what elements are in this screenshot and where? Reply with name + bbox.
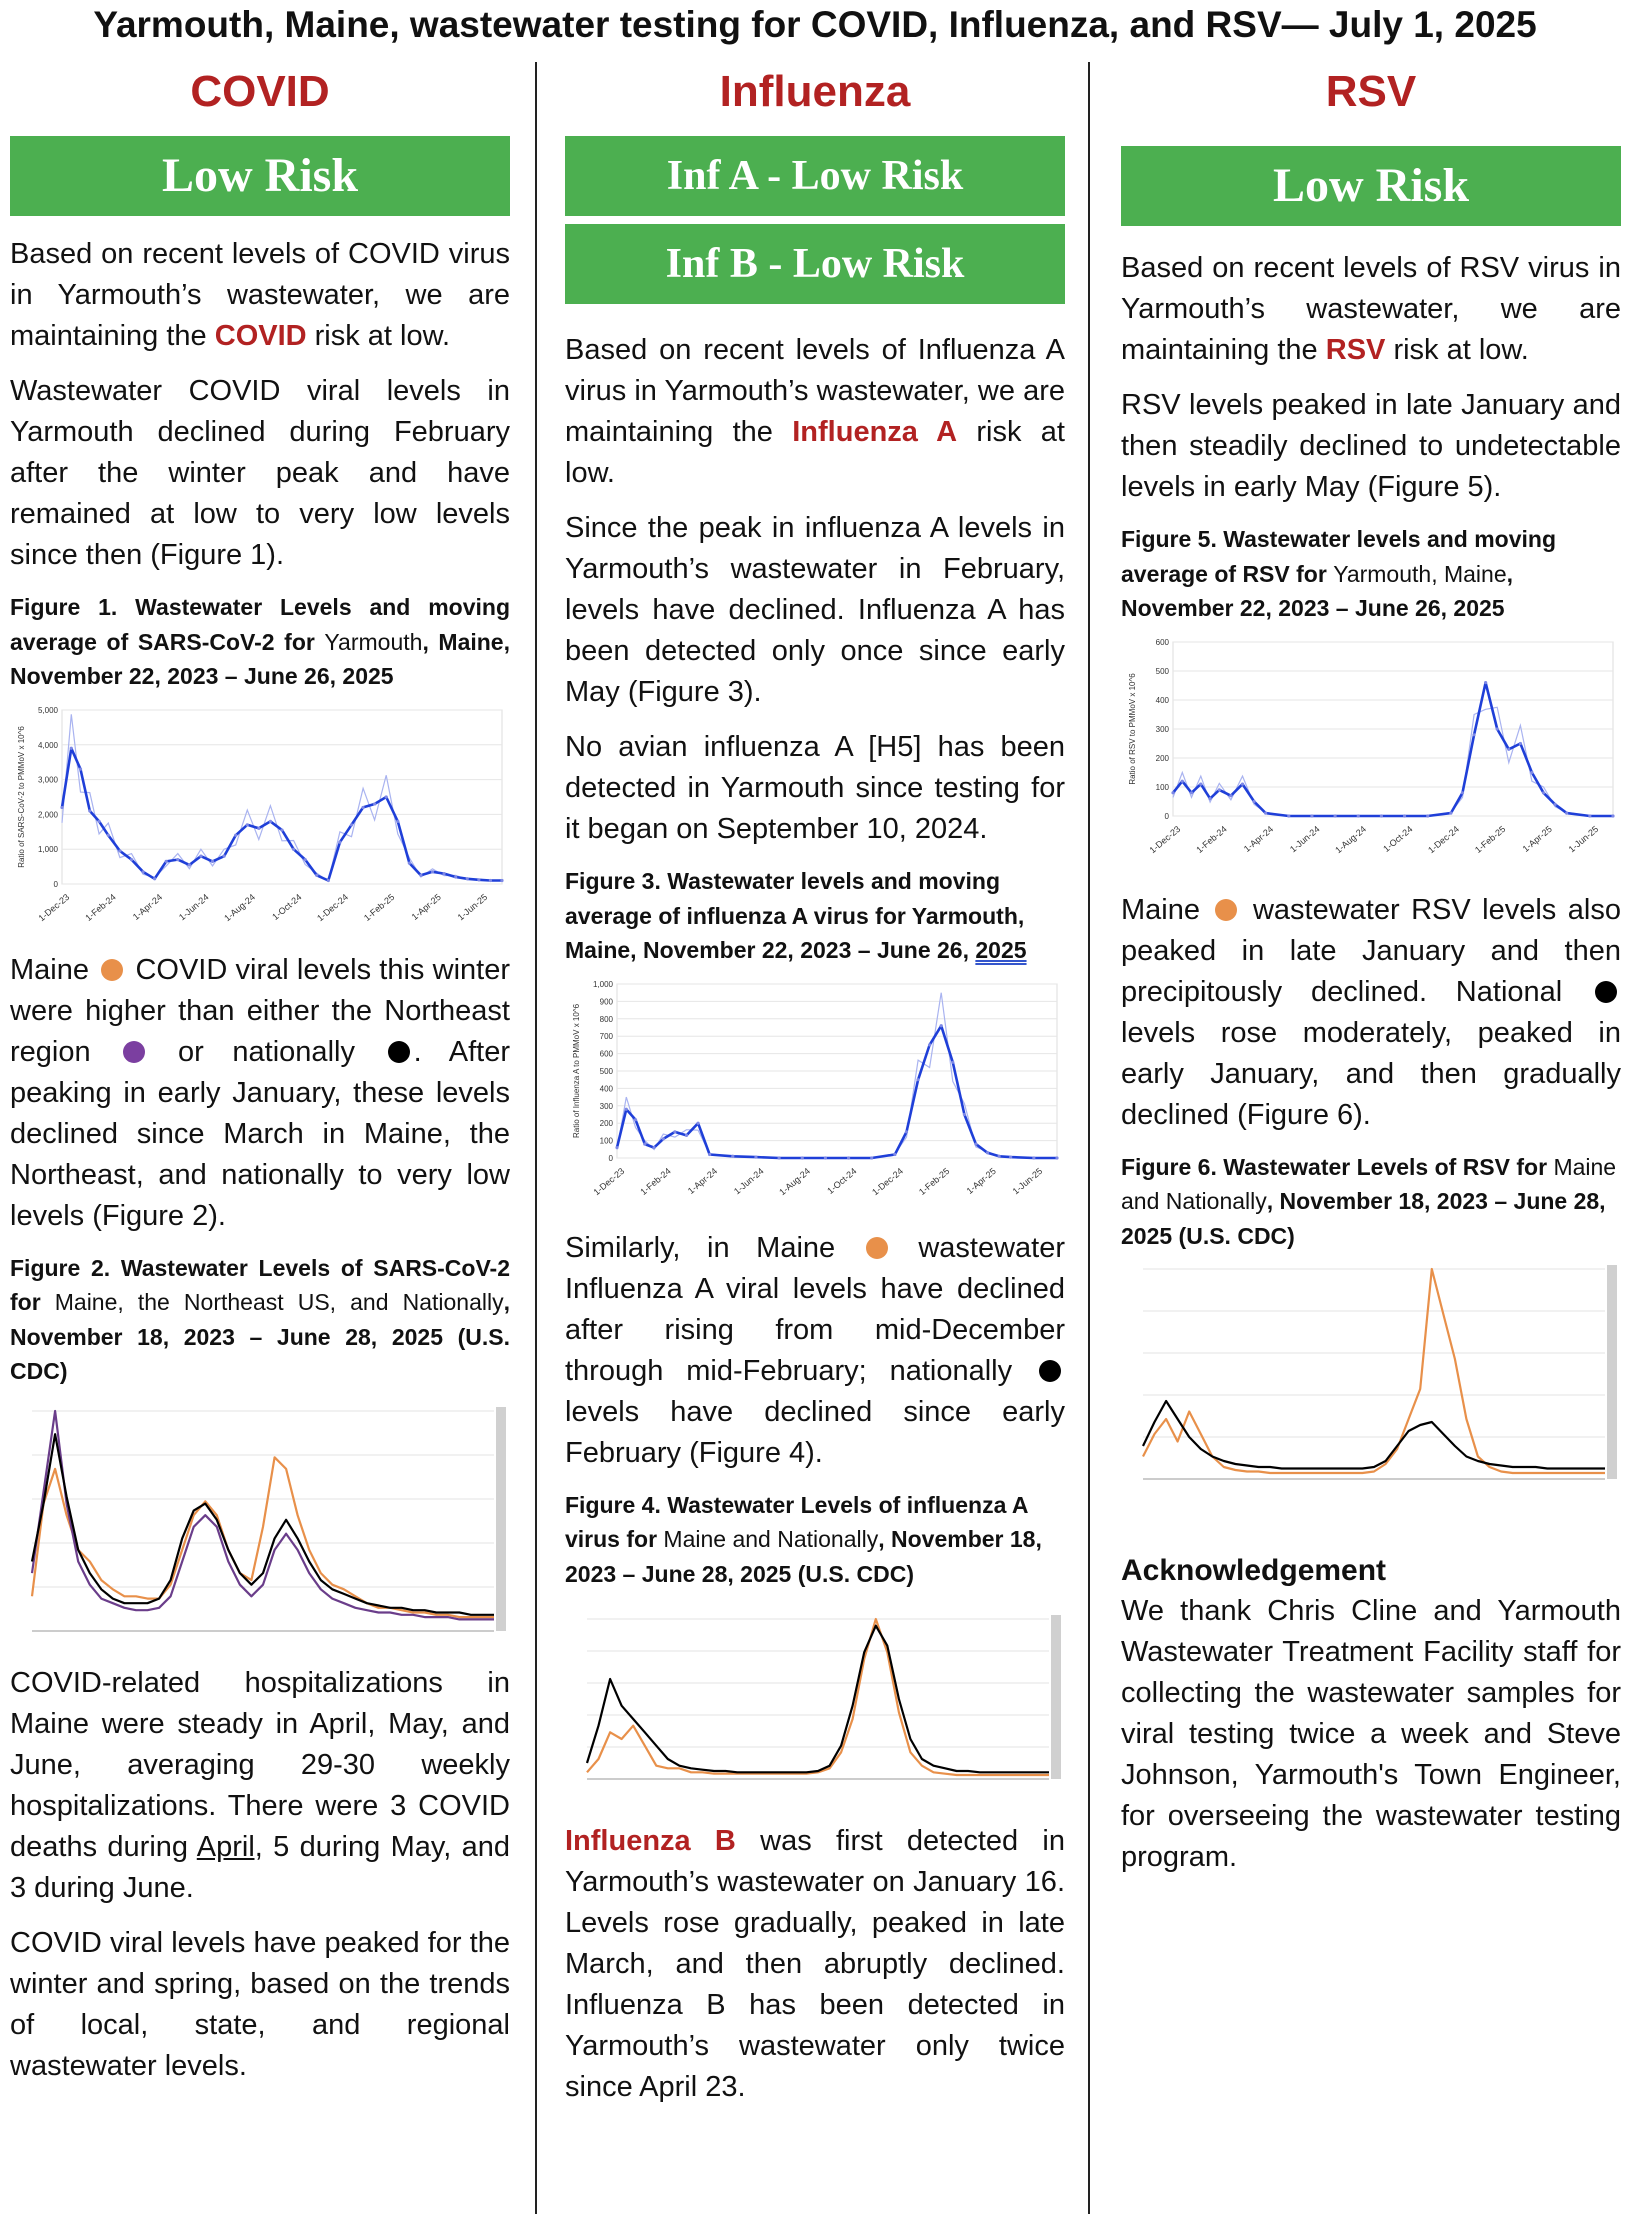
data-point [634,1118,637,1121]
covid-paragraph-2: Wastewater COVID viral levels in Yarmouth declined during February after the winter peak and have remained at low to very low levels since then (Figure 1). [10,375,510,571]
data-point [234,833,237,836]
data-point [165,859,168,862]
x-tick-label: 1-Dec-24 [1426,823,1461,855]
acknowledgement-text: We thank Chris Cline and Yarmouth Wastewater Treatment Facility staff for collecting the wastewater samples for viral testing twice a week and Steve Johnson, Yarmouth's Town Engineer, for overseeing the wastewater testing program. [1121,1595,1621,1873]
data-point [801,1156,804,1159]
y-tick-label: 900 [599,996,613,1006]
national-legend-dot [388,1041,410,1063]
x-tick-label: 1-Aug-24 [1333,823,1369,855]
figure-4-caption: Figure 4. Wastewater Levels of influenza A virus for Maine and Nationally, November 18, 2023 – June 28, 2025 (U.S. CDC) [565,1491,1042,1587]
maine-legend-dot [101,959,123,981]
influenza-b-risk-badge: Inf B - Low Risk [565,224,1065,304]
data-point [1449,811,1452,814]
y-tick-label: 3,000 [37,775,58,785]
page-title: Yarmouth, Maine, wastewater testing for COVID, Influenza, and RSV— July 1, 2025 [93,4,1537,45]
data-point [986,1151,989,1154]
column-divider-1 [535,62,537,2214]
data-point [1190,791,1193,794]
data-point [257,826,260,829]
y-tick-label: 600 [1155,637,1169,647]
data-point [778,1156,781,1159]
y-tick-label: 5,000 [37,705,58,715]
y-tick-label: 100 [599,1136,613,1146]
recent-data-bar [496,1407,506,1631]
x-tick-label: 1-Oct-24 [1381,823,1415,854]
y-tick-label: 4,000 [37,740,58,750]
data-point [1472,733,1475,736]
moving-average-line [1173,682,1613,815]
data-point [615,1145,618,1148]
flu-paragraph-1: Based on recent levels of Influenza A virus in Yarmouth’s wastewater, we are maintaining the Influenza A risk at low. [565,334,1065,489]
data-point [974,1142,977,1145]
data-point [107,833,110,836]
data-point [905,1130,908,1133]
y-tick-label: 0 [1164,811,1169,821]
data-point [153,877,156,880]
flu-paragraph-5: Influenza B was first detected in Yarmouth’s wastewater on January 16. Levels rose gradually, peaked in late March, and then abruptly declined. Influenza B has been detected in Yarmouth’s wastewater only twice since April 23. [565,1825,1066,2103]
data-point [1264,811,1267,814]
data-point [88,809,91,812]
rsv-column [1121,62,1621,1892]
data-point [1334,814,1337,817]
data-point [223,854,226,857]
figure-1-chart [10,702,510,942]
data-point [998,1154,1001,1157]
national-legend-dot [1595,981,1617,1003]
data-point [1426,814,1429,817]
data-point [408,861,411,864]
data-point [928,1043,931,1046]
data-point [673,1130,676,1133]
data-point [1484,681,1487,684]
data-point [1507,747,1510,750]
figure-1-caption: Figure 1. Wastewater Levels and moving average of SARS-CoV-2 for Yarmouth, Maine, November 22, 2023 – June 26, 2025 [10,594,510,689]
x-tick-label: 1-Apr-25 [409,891,443,922]
data-point [1287,814,1290,817]
data-point [176,858,179,861]
data-point [443,871,446,874]
x-tick-label: 1-Feb-24 [83,891,118,923]
data-point [292,847,295,850]
x-tick-label: 1-Feb-24 [1194,823,1229,855]
y-tick-label: 1,000 [592,979,613,989]
data-point [1199,782,1202,785]
y-tick-label: 200 [1155,753,1169,763]
data-point [1496,727,1499,730]
data-point [1403,814,1406,817]
figure-5-caption: Figure 5. Wastewater levels and moving average of RSV for Yarmouth, Maine, November 22, 2023 – June 26, 2025 [1121,526,1557,621]
data-point [315,873,318,876]
maine-legend-dot [866,1237,888,1259]
figure-2-chart [10,1403,510,1643]
data-point [385,795,388,798]
data-point [625,1107,628,1110]
recent-data-bar [1051,1615,1061,1779]
data-point [662,1137,665,1140]
data-point [188,863,191,866]
y-tick-label: 2,000 [37,809,58,819]
y-tick-label: 400 [1155,695,1169,705]
flu-paragraph-3: No avian influenza A [H5] has been detected in Yarmouth since testing for it began on September 10, 2024. [565,731,1065,845]
data-point [361,805,364,808]
data-point [1229,794,1232,797]
rsv-risk-badge: Low Risk [1121,146,1621,226]
covid-heading: COVID [190,67,330,116]
data-point [373,802,376,805]
data-point [1461,791,1464,794]
y-tick-label: 500 [1155,666,1169,676]
x-tick-label: 1-Dec-24 [870,1165,905,1197]
covid-paragraph-3: Maine COVID viral levels this winter were higher than either the Northeast region or nationally . After peaking in early January, these levels declined since March in Maine, the Northeast, and nationally to very low levels (Figure 2). [10,953,511,1232]
data-point [1009,1155,1012,1158]
data-point [269,819,272,822]
data-point [951,1060,954,1063]
data-point [211,859,214,862]
x-tick-label: 1-Jun-25 [1566,823,1601,854]
data-point [963,1112,966,1115]
data-point [1554,802,1557,805]
data-point [1380,814,1383,817]
data-point [1519,741,1522,744]
y-tick-label: 1,000 [37,844,58,854]
rsv-paragraph-1: Based on recent levels of RSV virus in Yarmouth’s wastewater, we are maintaining the RSV risk at low. [1121,252,1621,366]
data-point [754,1155,757,1158]
series-line-maine [587,1619,1049,1775]
x-tick-label: 1-Aug-24 [222,891,258,923]
data-point [940,1024,943,1027]
data-point [1310,814,1313,817]
y-tick-label: 600 [599,1049,613,1059]
influenza-column [565,62,1065,2122]
x-tick-label: 1-Apr-25 [1520,823,1554,854]
y-tick-label: 100 [1155,782,1169,792]
figure-2-caption: Figure 2. Wastewater Levels of SARS-CoV-2 for Maine, the Northeast US, and Nationally, November 18, 2023 – June 28, 2025 (U.S. CDC) [10,1254,510,1384]
data-point [1218,788,1221,791]
x-tick-label: 1-Dec-24 [315,891,350,923]
data-point [118,849,121,852]
data-point [1208,797,1211,800]
data-point [280,828,283,831]
data-point [731,1154,734,1157]
data-point [1171,791,1174,794]
data-point [79,767,82,770]
data-point [199,854,202,857]
x-tick-label: 1-Feb-25 [916,1165,952,1197]
data-point [1530,770,1533,773]
column-divider-2 [1088,62,1090,2214]
data-point [847,1156,850,1159]
y-tick-label: 300 [599,1101,613,1111]
x-tick-label: 1-Aug-24 [777,1165,813,1197]
data-point [1357,814,1360,817]
figure-6-caption: Figure 6. Wastewater Levels of RSV for Maine and Nationally, November 18, 2023 – June 28, 2025 (U.S. CDC) [1121,1153,1617,1249]
data-point [246,823,249,826]
x-tick-label: 1-Jun-24 [176,891,211,922]
y-tick-label: 300 [1155,724,1169,734]
y-tick-label: 700 [599,1031,613,1041]
series-line-maine [1143,1269,1605,1473]
x-tick-label: 1-Dec-23 [36,891,72,923]
data-point [1181,779,1184,782]
data-point [97,819,100,822]
influenza-a-risk-badge: Inf A - Low Risk [565,136,1065,216]
recent-data-bar [1607,1265,1617,1479]
data-point [500,878,503,881]
figure-3-chart [565,976,1065,1216]
data-point [396,819,399,822]
covid-column [10,62,510,2101]
data-point [466,877,469,880]
raw-series-line [1173,707,1613,816]
moving-average-line [617,1025,1057,1157]
data-point [350,823,353,826]
data-point [338,840,341,843]
x-tick-label: 1-Apr-24 [685,1165,720,1196]
x-tick-label: 1-Apr-25 [964,1165,998,1196]
rsv-paragraph-3: Maine wastewater RSV levels also peaked in late January and then precipitously declined. National levels rose moderately, peaked in early January, and then gradually declined (Figure 6). [1121,893,1621,1131]
covid-paragraph-1: Based on recent levels of COVID virus in Yarmouth’s wastewater, we are maintaining the COVID risk at low. [10,238,510,352]
data-point [1588,814,1591,817]
data-point [1542,791,1545,794]
national-legend-dot [1039,1360,1061,1382]
data-point [643,1142,646,1145]
y-tick-label: 500 [599,1066,613,1076]
data-point [824,1156,827,1159]
figure-4-chart [565,1611,1065,1791]
data-point [870,1156,873,1159]
acknowledgement-heading: Acknowledgement [1121,1554,1387,1587]
data-point [1055,1156,1058,1159]
maine-legend-dot [1215,899,1237,921]
flu-paragraph-4: Similarly, in Maine wastewater Influenza A viral levels have declined after rising from mid-December through mid-February; nationally levels have declined since early February (Figure 4). [565,1231,1065,1469]
data-point [652,1145,655,1148]
data-point [893,1152,896,1155]
covid-paragraph-5: COVID viral levels have peaked for the winter and spring, based on the trends of local, state, and regional wastewater levels. [10,1926,510,2082]
data-point [708,1152,711,1155]
data-point [1611,814,1614,817]
x-tick-label: 1-Feb-24 [638,1165,673,1197]
series-line-national [587,1626,1049,1773]
covid-risk-badge: Low Risk [10,136,510,216]
series-line-national [1143,1401,1605,1469]
y-axis-label: Ratio of Influenza A to PMMoV x 10^6 [572,1003,581,1138]
data-point [489,878,492,881]
data-point [685,1133,688,1136]
flu-paragraph-2: Since the peak in influenza A levels in Yarmouth’s wastewater in February, levels have declined. Influenza A has been detected only once since early May (Figure 3). [565,512,1065,708]
y-tick-label: 200 [599,1118,613,1128]
data-point [1032,1156,1035,1159]
x-tick-label: 1-Apr-24 [130,891,165,922]
y-tick-label: 400 [599,1083,613,1093]
data-point [916,1078,919,1081]
y-axis-label: Ratio of SARS-CoV-2 to PMMoV x 10^6 [17,725,26,868]
data-point [696,1121,699,1124]
data-point [419,873,422,876]
rsv-paragraph-2: RSV levels peaked in late January and then steadily declined to undetectable levels in early May (Figure 5). [1121,389,1621,503]
figure-5-chart [1121,634,1621,874]
x-tick-label: 1-Jun-24 [731,1165,766,1196]
data-point [1565,811,1568,814]
x-tick-label: 1-Feb-25 [361,891,397,923]
y-tick-label: 0 [53,879,58,889]
x-tick-label: 1-Dec-23 [591,1165,627,1197]
data-point [130,858,133,861]
x-tick-label: 1-Oct-24 [825,1165,859,1196]
data-point [454,875,457,878]
y-tick-label: 0 [608,1153,613,1163]
data-point [60,805,63,808]
y-tick-label: 800 [599,1014,613,1024]
data-point [141,870,144,873]
rsv-heading: RSV [1325,67,1417,116]
covid-paragraph-4: COVID-related hospitalizations in Maine were steady in April, May, and June, averaging 29-30 weekly hospitalizations. There were 3 COVID deaths during April, 5 during May, and 3 during June. [10,1666,511,1904]
figure-3-caption: Figure 3. Wastewater levels and moving average of influenza A virus for Yarmouth, Maine, November 22, 2023 – June 26, 2025 [565,868,1027,963]
x-tick-label: 1-Jun-25 [455,891,490,922]
x-tick-label: 1-Jun-25 [1010,1165,1045,1196]
figure-6-chart [1121,1261,1621,1491]
x-tick-label: 1-Jun-24 [1287,823,1322,854]
x-tick-label: 1-Apr-24 [1241,823,1276,854]
data-point [304,858,307,861]
x-tick-label: 1-Feb-25 [1472,823,1508,855]
influenza-heading: Influenza [719,67,911,116]
y-axis-label: Ratio of RSV to PMMoV x 10^6 [1128,672,1137,785]
x-tick-label: 1-Oct-24 [270,891,304,922]
x-tick-label: 1-Dec-23 [1147,823,1183,855]
data-point [70,746,73,749]
northeast-legend-dot [123,1041,145,1063]
data-point [1241,782,1244,785]
data-point [477,878,480,881]
data-point [1252,799,1255,802]
data-point [431,870,434,873]
data-point [327,878,330,881]
series-line-maine [32,1457,494,1617]
